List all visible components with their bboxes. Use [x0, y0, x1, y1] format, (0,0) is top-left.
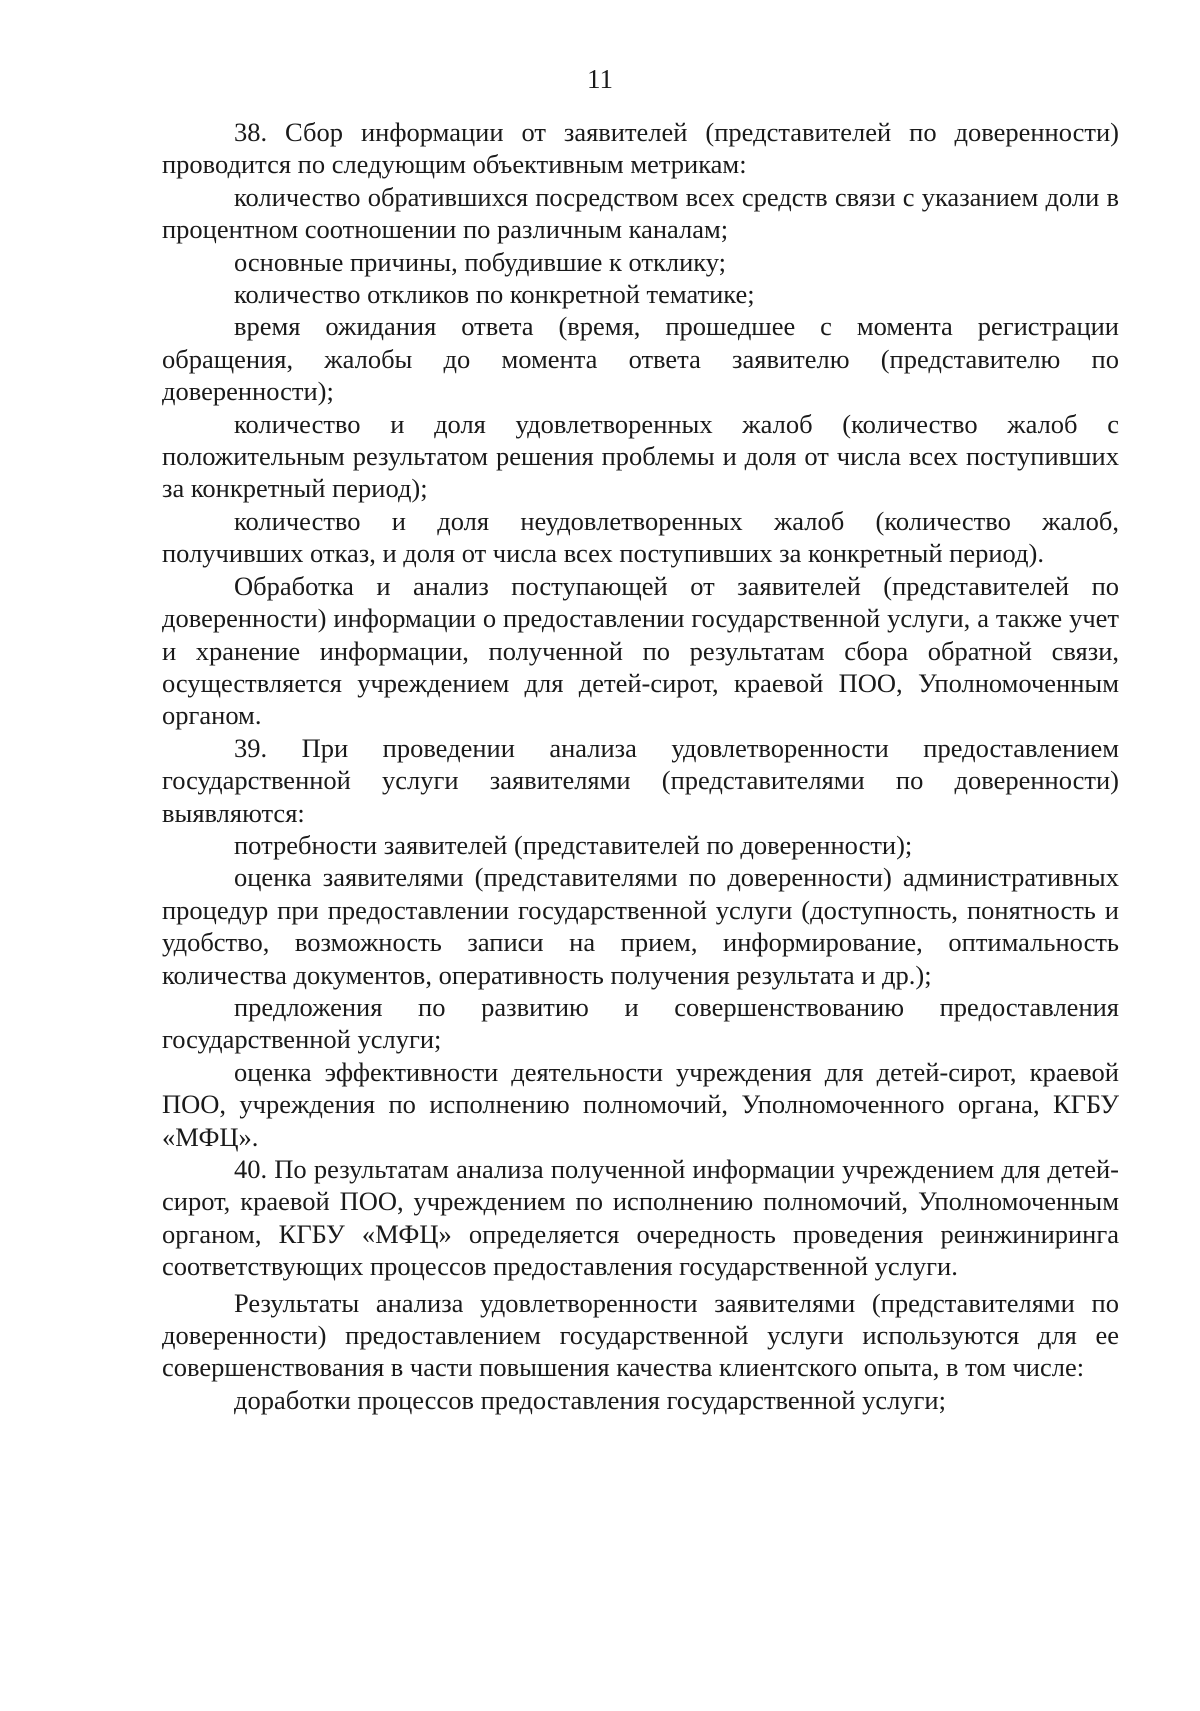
paragraph-39-intro: 39. При проведении анализа удовлетворенности предоставлением государственной услуги заявителями (представителями по доверенности) выявляются: — [162, 732, 1119, 828]
item-efficiency: оценка эффективности деятельности учреждения для детей-сирот, краевой ПОО, учреждения по исполнению полномочий, Уполномоченного органа, КГБУ «МФЦ». — [162, 1056, 1119, 1152]
document-body — [162, 116, 1119, 1416]
metric-reasons: основные причины, побудившие к отклику; — [234, 246, 727, 277]
metric-unsatisfied-complaints: количество и доля неудовлетворенных жалоб (количество жалоб, получивших отказ, и доля от числа всех поступивших за конкретный период). — [162, 505, 1119, 569]
paragraph-results: Результаты анализа удовлетворенности заявителями (представителями по доверенности) предоставлением государственной услуги используются для ее совершенствования в части повышения качества клиентского опыта, в том числе: — [162, 1287, 1119, 1383]
item-needs: потребности заявителей (представителей по доверенности); — [234, 829, 913, 860]
paragraph-40: 40. По результатам анализа полученной информации учреждением для детей-сирот, краевой ПОО, учреждением по исполнению полномочий, Уполномоченным органом, КГБУ «МФЦ» определяется очередность проведения реинжиниринга соответствующих процессов предоставления государственной услуги. — [162, 1154, 1119, 1282]
metric-topics: количество откликов по конкретной тематике; — [234, 279, 755, 310]
item-refinement: доработки процессов предоставления государственной услуги; — [234, 1384, 946, 1415]
paragraph-38-intro: 38. Сбор информации от заявителей (представителей по доверенности) проводится по следующим объективным метрикам: — [162, 117, 1119, 180]
page-number: 11 — [587, 64, 613, 94]
item-assessment: оценка заявителями (представителями по доверенности) административных процедур при предоставлении государственной услуги (доступность, понятность и удобство, возможность записи на прием, информирование, оптимальность количества документов, оперативность получения результата и др.); — [162, 862, 1119, 990]
metric-channels: количество обратившихся посредством всех средств связи с указанием доли в процентном соотношении по различным каналам; — [162, 181, 1119, 245]
paragraph-processing: Обработка и анализ поступающей от заявителей (представителей по доверенности) информации о предоставлении государственной услуги, а также учет и хранение информации, полученной по результатам сбора обратной связи, осуществляется учреждением для детей-сирот, краевой ПОО, Уполномоченным органом. — [162, 570, 1119, 731]
metric-wait-time: время ожидания ответа (время, прошедшее с момента регистрации обращения, жалобы до момента ответа заявителю (представителю по доверенности); — [162, 311, 1119, 407]
item-proposals: предложения по развитию и совершенствованию предоставления государственной услуги; — [162, 991, 1119, 1055]
metric-satisfied-complaints: количество и доля удовлетворенных жалоб (количество жалоб с положительным результатом решения проблемы и доля от числа всех поступивших за конкретный период); — [162, 408, 1119, 504]
